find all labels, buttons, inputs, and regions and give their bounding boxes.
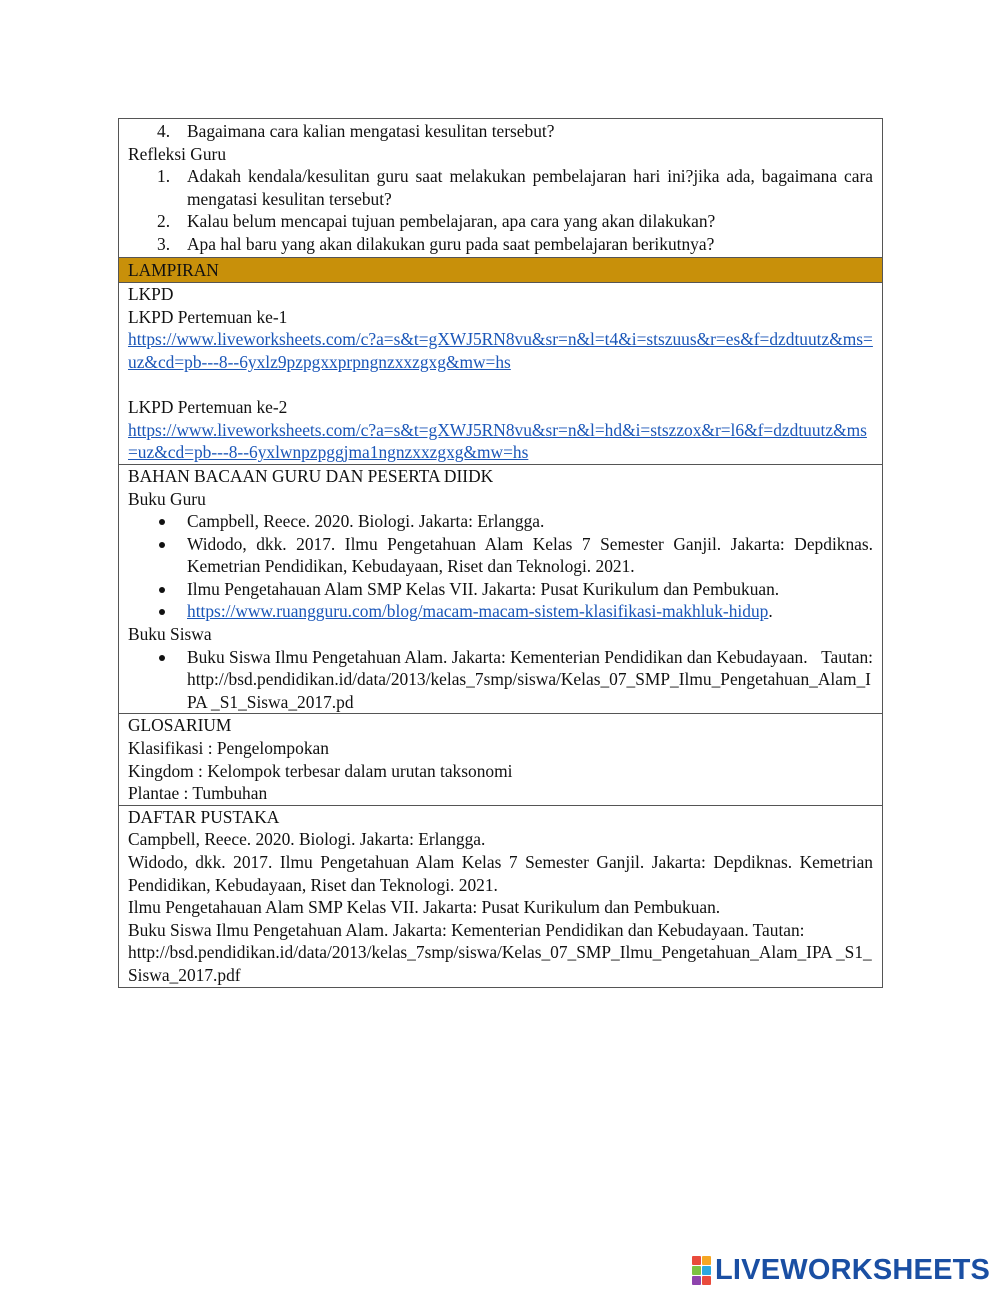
list-item: 2. Kalau belum mencapai tujuan pembelajaran, apa cara yang akan dilakukan? — [157, 211, 716, 232]
glossary-entry: Klasifikasi : Pengelompokan — [128, 738, 329, 759]
bullet-icon — [159, 587, 165, 593]
lkpd-meeting1-link[interactable]: https://www.liveworksheets.com/c?a=s&t=gXWJ5RN8vu&sr=n&l=t4&i=stszuus&r=es&f=dzdtuutz&ms=uz&cd=pb---8--6yxlz9pzpgxxprpngnzxxzgxg&mw=hs — [128, 329, 873, 372]
list-item: 4. Bagaimana cara kalian mengatasi kesulitan tersebut? — [157, 121, 555, 141]
list-item: 1. Adakah kendala/kesulitan guru saat melakukan pembelajaran hari ini?jika ada, bagaimana cara mengatasi kesulitan tersebut? — [157, 166, 873, 209]
buku-guru-list — [128, 510, 873, 623]
bullet-icon — [159, 609, 165, 615]
reference-entry: Buku Siswa Ilmu Pengetahuan Alam. Jakarta: Kementerian Pendidikan dan Kebudayaan. Tautan: — [128, 919, 805, 940]
buku-guru-heading: Buku Guru — [128, 488, 206, 509]
glosarium-header: GLOSARIUM — [128, 715, 232, 736]
lkpd-title: LKPD — [128, 284, 174, 305]
buku-siswa-list — [128, 646, 873, 714]
pustaka-row — [119, 805, 883, 987]
reference-url: http://bsd.pendidikan.id/data/2013/kelas_7smp/siswa/Kelas_07_SMP_Ilmu_Pengetahuan_Alam_IPA _S1_Siswa_2017.pdf — [128, 942, 872, 985]
list-item: 3. Apa hal baru yang akan dilakukan guru pada saat pembelajaran berikutnya? — [157, 233, 715, 254]
document-table — [118, 118, 883, 988]
glossary-entry: Plantae : Tumbuhan — [128, 783, 268, 804]
glossary-entry: Kingdom : Kelompok terbesar dalam urutan taksonomi — [128, 760, 513, 781]
logo-square — [702, 1276, 711, 1285]
lkpd-cell — [119, 283, 883, 465]
list-item: Widodo, dkk. 2017. Ilmu Pengetahuan Alam Kelas 7 Semester Ganjil. Jakarta: Depdiknas. Kemetrian Pendidikan, Kebudayaan, Riset dan Teknologi. 2021. — [128, 533, 873, 578]
lampiran-header: LAMPIRAN — [119, 257, 883, 283]
reference-entry: Widodo, dkk. 2017. Ilmu Pengetahuan Alam Kelas 7 Semester Ganjil. Jakarta: Depdiknas. Kemetrian Pendidikan, Kebudayaan, Riset dan Teknologi. 2021. — [128, 852, 873, 895]
logo-square — [702, 1266, 711, 1275]
reference-entry: Campbell, Reece. 2020. Biologi. Jakarta: Erlangga. — [128, 829, 486, 850]
logo-square — [692, 1276, 701, 1285]
tautan-label: Tautan: — [821, 646, 873, 667]
pustaka-cell — [119, 805, 883, 987]
teacher-reflection-list — [128, 165, 873, 255]
bullet-icon — [159, 655, 165, 661]
glosarium-cell — [119, 714, 883, 805]
logo-square — [702, 1256, 711, 1265]
lkpd-meeting1-label: LKPD Pertemuan ke-1 — [128, 306, 288, 327]
lampiran-header-row — [119, 257, 883, 283]
logo-mark-icon — [692, 1256, 711, 1285]
student-reflection-list — [128, 120, 873, 143]
logo-text: LIVEWORKSHEETS — [715, 1253, 991, 1286]
buku-siswa-heading: Buku Siswa — [128, 624, 212, 645]
ruangguru-link[interactable]: https://www.ruangguru.com/blog/macam-macam-sistem-klasifikasi-makhluk-hidup — [187, 601, 769, 622]
lkpd-row — [119, 283, 883, 465]
logo-square — [692, 1266, 701, 1275]
list-item: Campbell, Reece. 2020. Biologi. Jakarta: Erlangga. — [128, 510, 873, 533]
liveworksheets-logo — [692, 1253, 991, 1286]
list-item: https://www.ruangguru.com/blog/macam-macam-sistem-klasifikasi-makhluk-hidup. — [128, 600, 873, 623]
reflection-cell — [119, 119, 883, 258]
glosarium-row — [119, 714, 883, 805]
list-item: Ilmu Pengetahauan Alam SMP Kelas VII. Jakarta: Pusat Kurikulum dan Pembukuan. — [128, 578, 873, 601]
siswa-book-url: http://bsd.pendidikan.id/data/2013/kelas_7smp/siswa/Kelas_07_SMP_Ilmu_Pengetahuan_Alam_IPA _S1_Siswa_2017.pd — [187, 669, 871, 712]
pustaka-header: DAFTAR PUSTAKA — [128, 806, 280, 827]
lkpd-meeting2-label: LKPD Pertemuan ke-2 — [128, 397, 288, 418]
reference-entry: Ilmu Pengetahauan Alam SMP Kelas VII. Jakarta: Pusat Kurikulum dan Pembukuan. — [128, 897, 721, 918]
lkpd-meeting2-link[interactable]: https://www.liveworksheets.com/c?a=s&t=gXWJ5RN8vu&sr=n&l=hd&i=stszzox&r=l6&f=dzdtuutz&ms=uz&cd=pb---8--6yxlwnpzpggjma1ngnzxxzgxg&mw=hs — [128, 419, 867, 463]
bahan-cell — [119, 464, 883, 714]
reflection-row — [119, 119, 883, 258]
bahan-row — [119, 464, 883, 714]
spacer — [128, 374, 873, 397]
bullet-icon — [159, 519, 165, 525]
bahan-header: BAHAN BACAAN GURU DAN PESERTA DIIDK — [128, 465, 494, 486]
list-item: Buku Siswa Ilmu Pengetahuan Alam. Jakarta: Kementerian Pendidikan dan Kebudayaan. Tautan: http://bsd.pendidikan.id/data/2013/kelas_7smp/siswa/Kelas_07_SMP_Ilmu_Pengetahuan_Alam_IPA _S1_Siswa_2017.pd — [128, 646, 873, 714]
logo-square — [692, 1256, 701, 1265]
bullet-icon — [159, 542, 165, 548]
teacher-reflection-heading: Refleksi Guru — [128, 143, 227, 164]
